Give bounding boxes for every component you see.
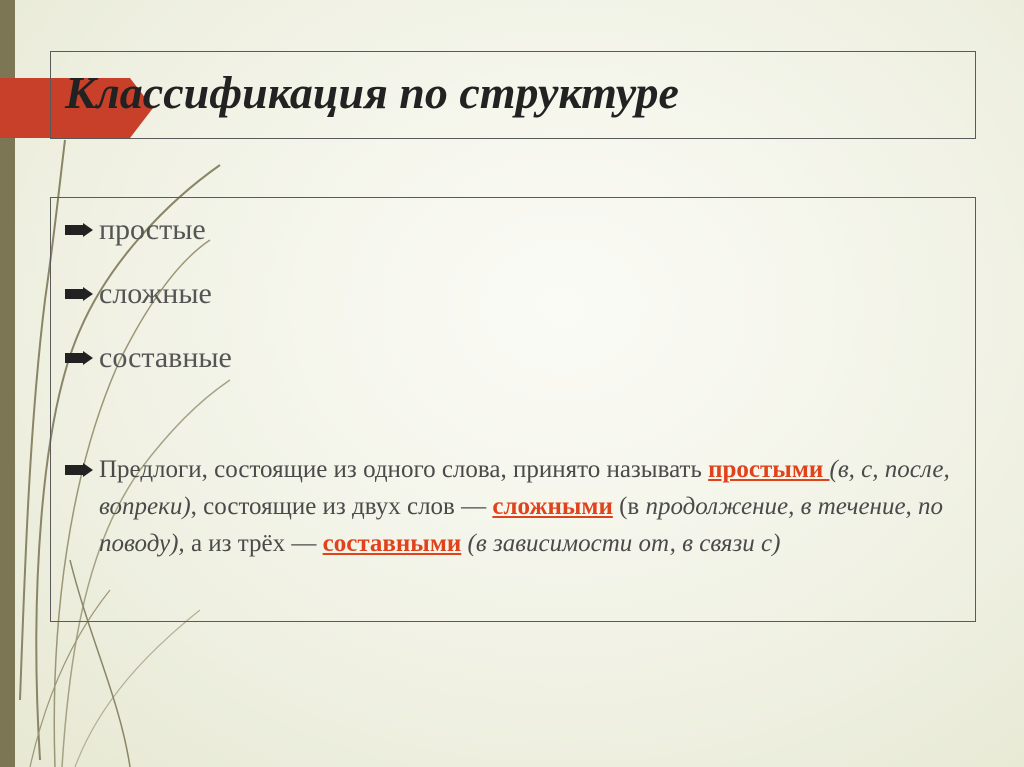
para-text: Предлоги, состоящие из одного слова, принято называть — [99, 456, 702, 483]
explanation-paragraph — [99, 451, 959, 562]
list-item — [99, 279, 212, 309]
slide-title: Классификация по структуре — [65, 67, 679, 118]
para-text: а из трёх — — [184, 530, 323, 557]
arrow-bullet-icon — [65, 287, 93, 301]
highlight-simple: простыми — [708, 456, 830, 483]
examples-compound: (в зависимости от, в связи с) — [467, 530, 781, 557]
bullet-text-compound: составные — [99, 341, 232, 374]
arrow-bullet-icon — [65, 351, 93, 365]
title-box — [50, 51, 976, 139]
bullet-text-complex: сложные — [99, 277, 212, 310]
para-text: , состоящие из двух слов — — [190, 493, 493, 520]
bullet-text-simple: простые — [99, 213, 206, 246]
highlight-compound: составными — [322, 530, 462, 557]
list-item — [99, 215, 206, 245]
arrow-bullet-icon — [65, 463, 93, 477]
list-item — [99, 343, 232, 373]
arrow-bullet-icon — [65, 223, 93, 237]
para-text: (в — [612, 493, 646, 520]
examples-complex: продолжение, в течение, по поводу), — [99, 493, 944, 557]
examples-simple: (в, с, после, вопреки) — [99, 456, 950, 520]
highlight-complex: сложными — [492, 493, 613, 520]
content-box — [50, 197, 976, 622]
